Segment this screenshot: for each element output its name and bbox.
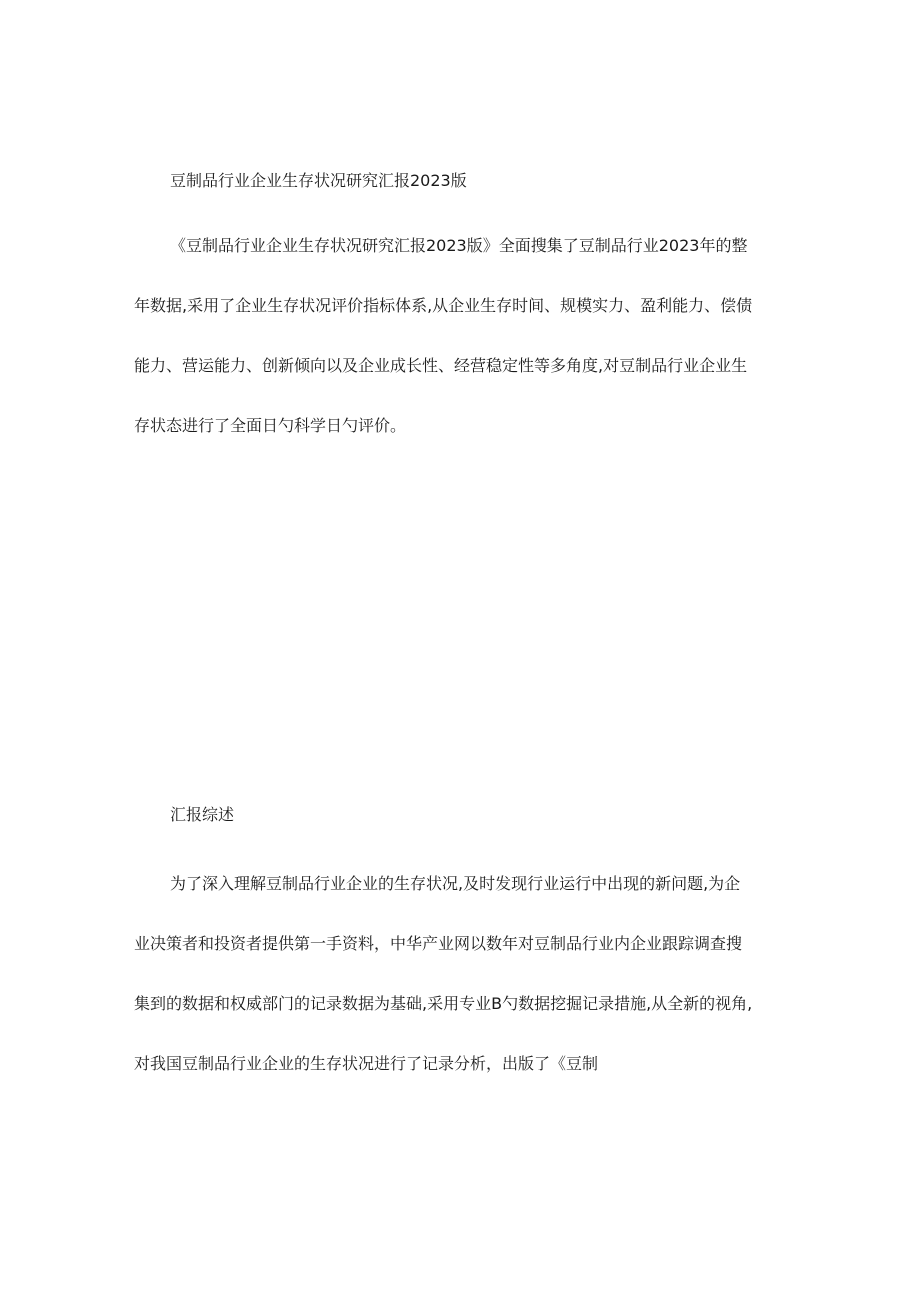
intro-line: 年数据,采用了企业生存状况评价指标体系,从企业生存时间、规模实力、盈利能力、偿债 [134, 296, 753, 315]
intro-line: 能力、营运能力、创新倾向以及企业成长性、经营稳定性等多角度,对豆制品行业企业生 [134, 356, 748, 375]
summary-paragraph [134, 854, 794, 1094]
summary-line: 业决策者和投资者提供第一手资料，中华产业网以数年对豆制品行业内企业跟踪调查搜 [134, 934, 743, 953]
summary-line: 集到的数据和权威部门的记录数据为基础,采用专业B勺数据挖掘记录措施,从全新的视角, [134, 994, 753, 1013]
intro-paragraph [134, 216, 794, 456]
summary-line: 为了深入理解豆制品行业企业的生存状况,及时发现行业运行中出现的新问题,为企 [170, 874, 741, 893]
document-title: 豆制品行业企业生存状况研究汇报2023版 [170, 171, 467, 190]
intro-line: 《豆制品行业企业生存状况研究汇报2023版》全面搜集了豆制品行业2023年的整 [170, 236, 748, 255]
section-heading: 汇报综述 [170, 805, 235, 824]
intro-line: 存状态进行了全面日勺科学日勺评价。 [134, 416, 407, 435]
summary-line: 对我国豆制品行业企业的生存状况进行了记录分析，出版了《豆制 [134, 1054, 599, 1073]
